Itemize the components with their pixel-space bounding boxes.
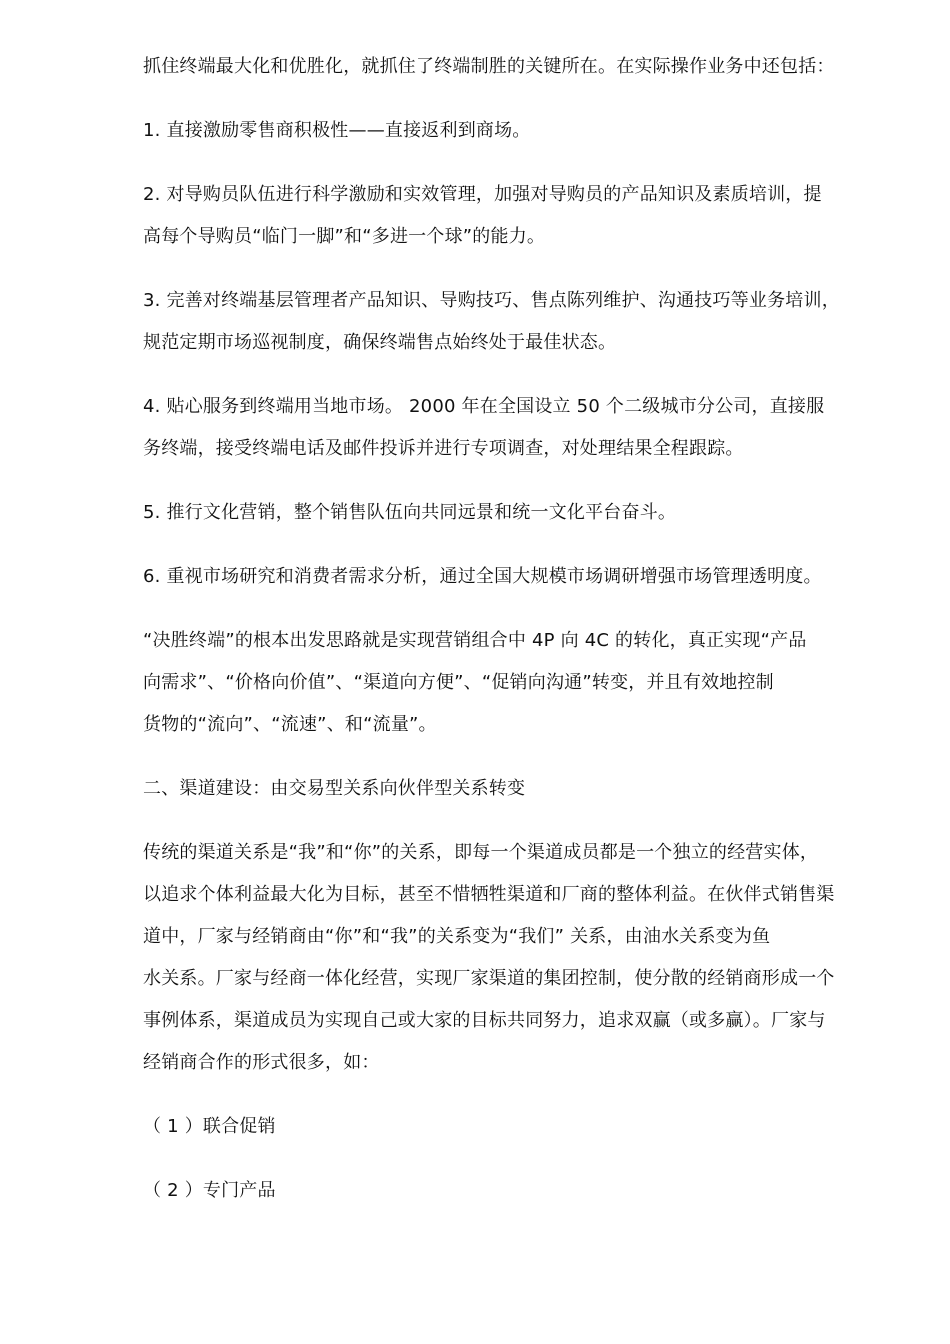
intro-line: 抓住终端最大化和优胜化，就抓住了终端制胜的关键所在。在实际操作业务中还包括： bbox=[143, 56, 835, 77]
list-item-3-line-1: 3. 完善对终端基层管理者产品知识、导购技巧、售点陈列维护、沟通技巧等业务培训， bbox=[143, 290, 840, 311]
channel-paragraph-line-4: 水关系。厂家与经商一体化经营，实现厂家渠道的集团控制，使分散的经销商形成一个 bbox=[143, 968, 835, 989]
list-item-2-line-2: 高每个导购员“临门一脚”和“多进一个球”的能力。 bbox=[143, 226, 546, 247]
list-item-2-line-1: 2. 对导购员队伍进行科学激励和实效管理，加强对导购员的产品知识及素质培训，提 bbox=[143, 184, 822, 205]
channel-paragraph-line-6: 经销商合作的形式很多，如： bbox=[143, 1052, 380, 1073]
channel-paragraph-line-5: 事例体系，渠道成员为实现自己或大家的目标共同努力，追求双赢（或多赢）。厂家与 bbox=[143, 1010, 826, 1031]
intro-paragraph bbox=[143, 46, 883, 88]
list-item-1 bbox=[143, 110, 883, 152]
channel-paragraph-line-1: 传统的渠道关系是“我”和“你”的关系，即每一个渠道成员都是一个独立的经营实体， bbox=[143, 842, 819, 863]
channel-paragraph bbox=[143, 832, 883, 1084]
list-item-4-line-2: 务终端，接受终端电话及邮件投诉并进行专项调查，对处理结果全程跟踪。 bbox=[143, 438, 744, 459]
list-item-3 bbox=[143, 280, 883, 364]
terminal-paragraph-line-1: “决胜终端”的根本出发思路就是实现营销组合中 4P 向 4C 的转化，真正实现“产品 bbox=[143, 630, 807, 651]
document-page bbox=[143, 46, 883, 1212]
terminal-paragraph bbox=[143, 620, 883, 746]
channel-paragraph-line-2: 以追求个体利益最大化为目标，甚至不惜牺牲渠道和厂商的整体利益。在伙伴式销售渠 bbox=[143, 884, 835, 905]
list-item-4-line-1: 4. 贴心服务到终端用当地市场。 2000 年在全国设立 50 个二级城市分公司，直接服 bbox=[143, 396, 825, 417]
list-item-6-line: 6. 重视市场研究和消费者需求分析，通过全国大规模市场调研增强市场管理透明度。 bbox=[143, 566, 822, 587]
list-item-1-line: 1. 直接激励零售商积极性——直接返利到商场。 bbox=[143, 120, 531, 141]
list-item-2 bbox=[143, 174, 883, 258]
sub-item-2-text: （ 2 ）专门产品 bbox=[143, 1180, 276, 1201]
list-item-5 bbox=[143, 492, 883, 534]
section-heading-text: 二、渠道建设：由交易型关系向伙伴型关系转变 bbox=[143, 778, 526, 799]
sub-item-1 bbox=[143, 1106, 883, 1148]
terminal-paragraph-line-3: 货物的“流向”、“流速”、和“流量”。 bbox=[143, 714, 437, 735]
list-item-6 bbox=[143, 556, 883, 598]
section-heading bbox=[143, 768, 883, 810]
sub-item-1-text: （ 1 ）联合促销 bbox=[143, 1116, 276, 1137]
list-item-5-line: 5. 推行文化营销，整个销售队伍向共同远景和统一文化平台奋斗。 bbox=[143, 502, 677, 523]
terminal-paragraph-line-2: 向需求”、“价格向价值”、“渠道向方便”、“促销向沟通”转变，并且有效地控制 bbox=[143, 672, 774, 693]
sub-item-2 bbox=[143, 1170, 883, 1212]
list-item-3-line-2: 规范定期市场巡视制度，确保终端售点始终处于最佳状态。 bbox=[143, 332, 617, 353]
channel-paragraph-line-3: 道中，厂家与经销商由“你”和“我”的关系变为“我们” 关系，由油水关系变为鱼 bbox=[143, 926, 771, 947]
list-item-4 bbox=[143, 386, 883, 470]
